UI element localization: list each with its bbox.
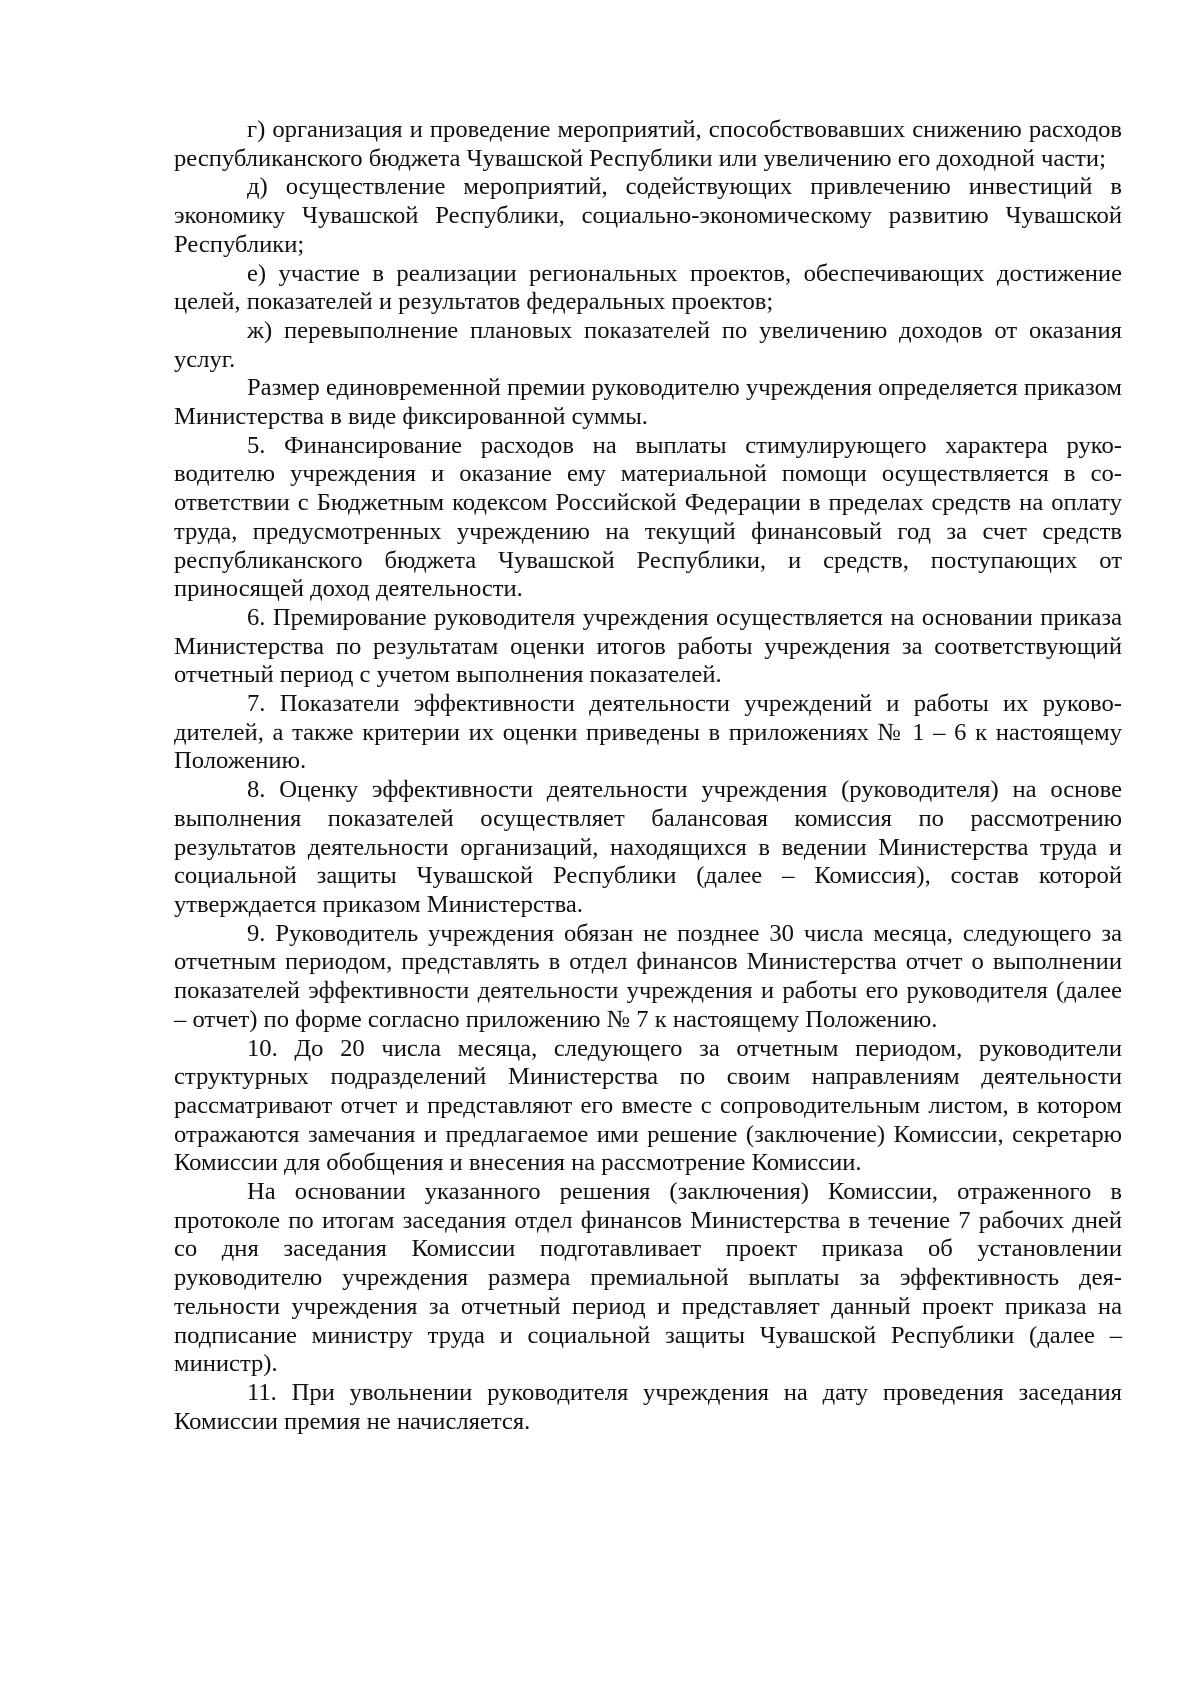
paragraph-5: 5. Финансирование расходов на выплаты стимулирующего характера руководителю учреждения и оказание ему материальной помощи осуществляется в соответствии с Бюджетным кодексом Российской Федерации в пределах средств на оплату труда, предусмотренных учреждению на текущий финансовый год за счет средств республиканского бюджета Чувашской Республики, и средств, поступающих от приносящей доход деятельности. xyxy=(174,431,1122,603)
paragraph-8: 8. Оценку эффективности деятельности учреждения (руководителя) на основе выполнения показателей осуществляет балансовая комиссия по рассмотрению результатов деятельности организаций, находящихся в ведении Министерства труда и социальной защиты Чувашской Республики (далее – Комиссия), состав которой утверждается приказом Министерства. xyxy=(174,776,1122,918)
paragraph-6: 6. Премирование руководителя учреждения осуществляется на основании приказа Министерства по результатам оценки итогов работы учреждения за соответствующий отчетный период с учетом выполнения показателей. xyxy=(174,603,1122,689)
paragraph-g: г) организация и проведение мероприятий, способствовавших снижению расходов республиканского бюджета Чувашской Республики или увеличению его доходной части; xyxy=(174,116,1122,172)
paragraph-10: 10. До 20 числа месяца, следующего за отчетным периодом, руководители структурных подразделений Министерства по своим направлениям деятельности рассматривают отчет и представляют его вместе с сопроводительным листом, в котором отражаются замечания и предлагаемое ими решение (заключение) Комиссии, секретарю Комиссии для обобщения и внесения на рассмотрение Комиссии. xyxy=(174,1034,1122,1177)
document-body xyxy=(174,116,1122,1436)
paragraph-9: 9. Руководитель учреждения обязан не позднее 30 числа месяца, следующего за отчетным периодом, представлять в отдел финансов Министерства отчет о выполнении показателей эффективности деятельности учреждения и работы его руководителя (далее – отчет) по форме согласно приложению № 7 к настоящему Положению. xyxy=(174,919,1122,1033)
paragraph-bonus-size: Размер единовременной премии руководителю учреждения определяется приказом Министерства в виде фиксированной суммы. xyxy=(174,374,1122,431)
paragraph-10-continued: На основании указанного решения (заключения) Комиссии, отраженного в протоколе по итогам заседания отдел финансов Министерства в течение 7 рабочих дней со дня заседания Комиссии подготавливает проект приказа об установлении руководителю учреждения размера премиальной выплаты за эффективность деятельности учреждения за отчетный период и представляет данный проект приказа на подписание министру труда и социальной защиты Чувашской Республики (далее – министр). xyxy=(174,1178,1122,1378)
paragraph-zh: ж) перевыполнение плановых показателей по увеличению доходов от оказания услуг. xyxy=(174,316,1122,373)
paragraph-e: е) участие в реализации региональных проектов, обеспечивающих достижение целей, показателей и результатов федеральных проектов; xyxy=(174,259,1122,316)
paragraph-7: 7. Показатели эффективности деятельности учреждений и работы их руководителей, а также критерии их оценки приведены в приложениях № 1 – 6 к настоящему Положению. xyxy=(174,690,1122,775)
paragraph-11: 11. При увольнении руководителя учреждения на дату проведения заседания Комиссии премия не начисляется. xyxy=(174,1378,1122,1435)
paragraph-d: д) осуществление мероприятий, содействующих привлечению инвестиций в экономику Чувашской Республики, социально-экономическому развитию Чувашской Республики; xyxy=(174,173,1122,258)
